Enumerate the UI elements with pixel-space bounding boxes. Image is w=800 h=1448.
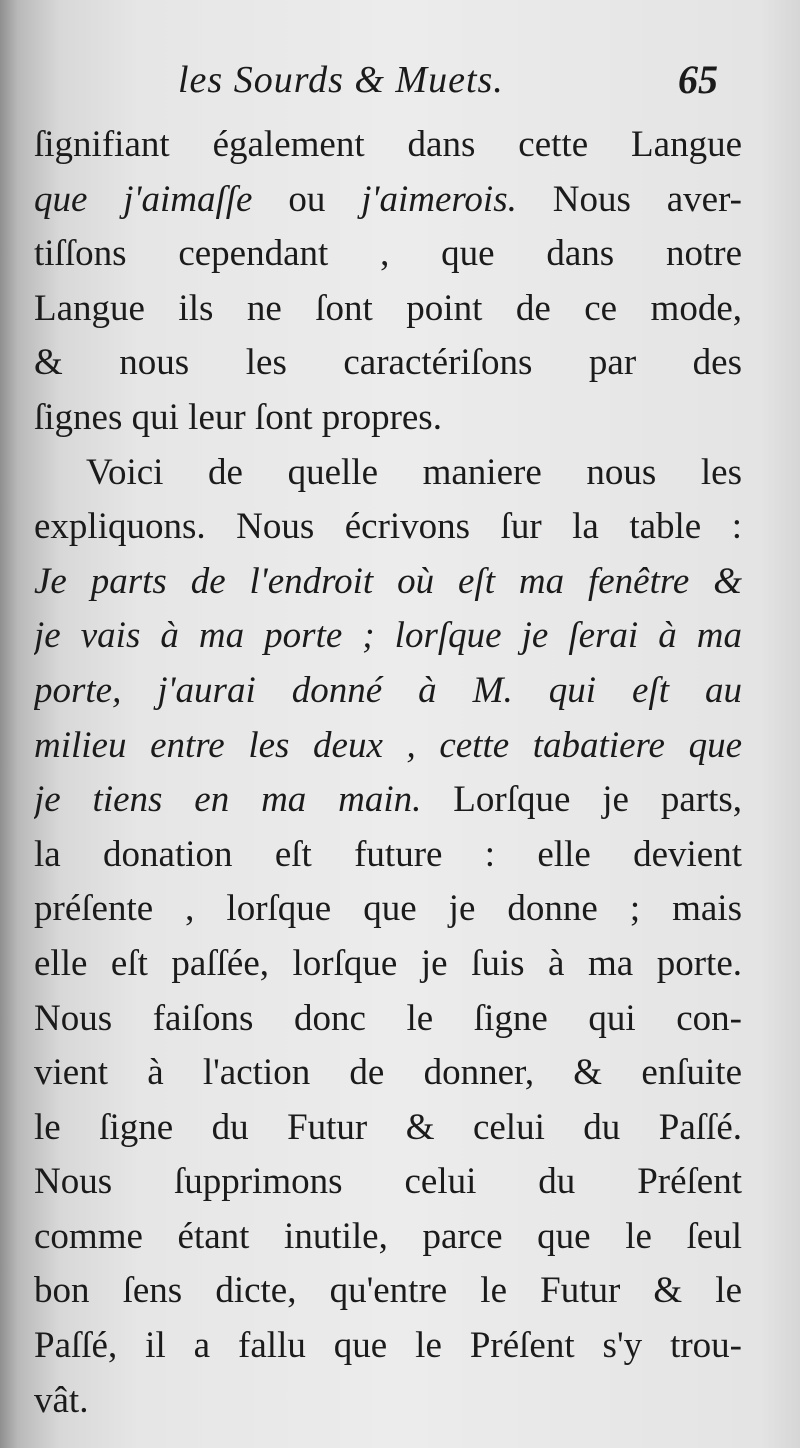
text-segment: vât.: [34, 1379, 89, 1421]
text-line: [34, 609, 742, 664]
text-segment: Nous aver-: [516, 178, 742, 220]
text-segment: tiſſons cependant , que dans notre: [34, 233, 742, 275]
italic-text-segment: milieu entre les deux , cette tabatiere que: [34, 724, 742, 766]
italic-text-segment: j'aimerois.: [361, 178, 517, 220]
text-segment: Langue ils ne ſont point de ce mode,: [34, 287, 742, 329]
text-line: [34, 882, 742, 937]
text-line: [34, 828, 742, 883]
page-number: 65: [678, 57, 718, 102]
text-line: [34, 227, 742, 282]
text-line: [34, 719, 742, 774]
text-segment: ou: [252, 178, 362, 220]
text-line: [34, 664, 742, 719]
text-line: [34, 773, 742, 828]
text-segment: vient à l'action de donner, & enſuite: [34, 1052, 742, 1094]
text-segment: ſignes qui leur ſont propres.: [34, 396, 442, 438]
text-segment: Paſſé, il a fallu que le Préſent s'y trou-: [34, 1325, 742, 1367]
text-segment: Nous ſupprimons celui du Préſent: [34, 1161, 742, 1203]
italic-text-segment: que j'aimaſſe: [34, 178, 253, 220]
running-title: les Sourds & Muets.: [178, 59, 504, 101]
page-header: [170, 50, 730, 110]
text-segment: & nous les caractériſons par des: [34, 342, 742, 384]
text-line: [34, 1319, 742, 1374]
italic-text-segment: je tiens en ma main.: [34, 779, 422, 821]
text-line: [34, 1046, 742, 1101]
text-segment: ſignifiant également dans cette Langue: [34, 124, 742, 165]
text-line: [34, 500, 742, 555]
text-line: [34, 1264, 742, 1319]
text-segment: la donation eſt future : elle devient: [34, 833, 742, 875]
text-line: [34, 555, 742, 610]
text-segment: bon ſens dicte, qu'entre le Futur & le: [34, 1270, 742, 1312]
text-line: [34, 118, 742, 173]
text-segment: comme étant inutile, parce que le ſeul: [34, 1215, 742, 1257]
italic-text-segment: Je parts de l'endroit où eſt ma fenêtre &: [34, 560, 742, 602]
text-segment: Voici de quelle maniere nous les: [86, 451, 742, 493]
italic-text-segment: je vais à ma porte ; lorſque je ſerai à ma: [34, 615, 742, 657]
text-segment: Lorſque je parts,: [421, 779, 742, 821]
body-text: [34, 118, 742, 1421]
text-segment: Nous faiſons donc le ſigne qui con-: [34, 997, 742, 1039]
text-segment: le ſigne du Futur & celui du Paſſé.: [34, 1106, 742, 1148]
text-line: [34, 992, 742, 1047]
text-line: [34, 391, 742, 446]
text-line: [34, 282, 742, 337]
text-segment: elle eſt paſſée, lorſque je ſuis à ma porte.: [34, 942, 742, 984]
text-line: [34, 336, 742, 391]
text-line: [34, 446, 742, 501]
text-line: [34, 173, 742, 228]
italic-text-segment: porte, j'aurai donné à M. qui eſt au: [34, 669, 742, 711]
text-line: [34, 1101, 742, 1156]
text-line: [34, 937, 742, 992]
text-segment: préſente , lorſque que je donne ; mais: [34, 888, 742, 930]
text-segment: expliquons. Nous écrivons ſur la table :: [34, 506, 742, 548]
text-line: [34, 1155, 742, 1210]
text-line: [34, 1374, 742, 1429]
text-line: [34, 1210, 742, 1265]
